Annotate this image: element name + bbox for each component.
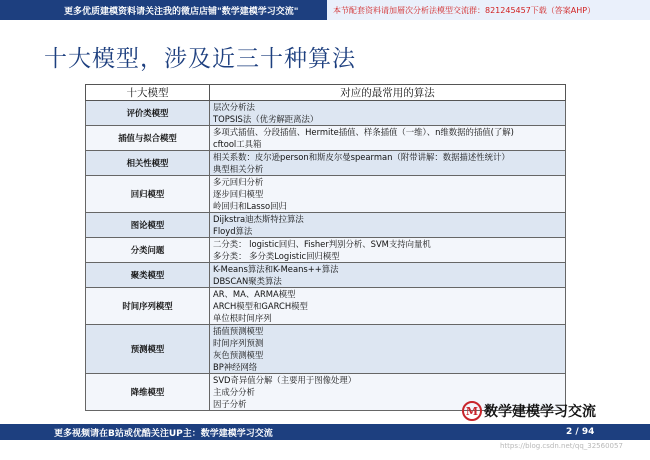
- table-row: [86, 288, 566, 325]
- table-row: [86, 176, 566, 213]
- algorithm-item: ARCH模型和GARCH模型: [213, 301, 308, 311]
- table-header-row: [86, 85, 566, 101]
- header-right-text: 本节配套资料请加層次分析法模型交流群：821245457下载（答案AHP）: [327, 0, 650, 20]
- footer-left-text: 更多视频请在B站或优酷关注UP主：数学建模学习交流: [54, 428, 273, 439]
- table-row: [86, 151, 566, 176]
- model-name: 回归模型: [86, 176, 210, 213]
- model-name: 图论模型: [86, 213, 210, 238]
- table-row: [86, 325, 566, 374]
- logo-text: 数学建模学习交流: [484, 404, 596, 420]
- header-model: 十大模型: [86, 85, 210, 101]
- algorithm-item: Dijkstra迪杰斯特拉算法: [213, 214, 304, 224]
- table-body: [86, 101, 566, 411]
- algorithm-item: DBSCAN聚类算法: [213, 276, 282, 286]
- model-name: 评价类模型: [86, 101, 210, 126]
- algorithm-item: 多元回归分析: [213, 177, 264, 187]
- algorithm-list: [210, 151, 566, 176]
- model-name: 相关性模型: [86, 151, 210, 176]
- table-row: [86, 238, 566, 263]
- page-number: 2 / 94: [566, 427, 595, 437]
- algorithm-list: [210, 238, 566, 263]
- algorithm-list: [210, 176, 566, 213]
- header-left-text: 更多优质建模资料请关注我的微店店铺"数学建模学习交流": [0, 0, 327, 20]
- algorithm-item: SVD奇异值分解（主要用于图像处理）: [213, 375, 357, 385]
- brand-logo: [462, 401, 596, 421]
- model-name: 聚类模型: [86, 263, 210, 288]
- algorithm-item: 相关系数：皮尔逊person和斯皮尔曼spearman（附带讲解：数据描述性统计）: [213, 152, 510, 162]
- algorithm-item: 逐步回归模型: [213, 189, 264, 199]
- algorithm-list: [210, 213, 566, 238]
- algorithm-item: 主成分分析: [213, 387, 255, 397]
- model-name: 降维模型: [86, 374, 210, 411]
- algorithm-list: [210, 126, 566, 151]
- watermark: https://blog.csdn.net/qq_32560057: [500, 442, 623, 450]
- algorithm-item: 二分类： logistic回归、Fisher判别分析、SVM支持向量机: [213, 239, 431, 249]
- algorithm-item: 多项式插值、分段插值、Hermite插值、样条插值（一维）、n维数据的插值(了解): [213, 127, 514, 137]
- algorithm-item: 单位根时间序列: [213, 313, 272, 323]
- table-row: [86, 101, 566, 126]
- algorithm-item: Floyd算法: [213, 226, 253, 236]
- algorithm-item: 岭回归和Lasso回归: [213, 201, 287, 211]
- algorithm-item: K-Means算法和K-Means++算法: [213, 264, 339, 274]
- table-row: [86, 126, 566, 151]
- algorithm-item: AR、MA、ARMA模型: [213, 289, 296, 299]
- algorithm-list: [210, 325, 566, 374]
- algorithm-list: [210, 263, 566, 288]
- algorithm-item: 因子分析: [213, 399, 247, 409]
- algorithm-item: 插值预测模型: [213, 326, 264, 336]
- algorithm-list: [210, 101, 566, 126]
- model-name: 时间序列模型: [86, 288, 210, 325]
- logo-m-icon: M: [462, 401, 482, 421]
- models-table-container: [85, 84, 566, 409]
- algorithm-item: 时间序列预测: [213, 338, 264, 348]
- top-banner: [0, 0, 650, 38]
- algorithm-item: TOPSIS法（优劣解距离法）: [213, 114, 319, 124]
- algorithm-item: cftool工具箱: [213, 139, 262, 149]
- page-title: 十大模型，涉及近三十种算法: [44, 46, 356, 72]
- model-name: 分类问题: [86, 238, 210, 263]
- table-row: [86, 263, 566, 288]
- bottom-banner: [0, 424, 650, 440]
- model-name: 预测模型: [86, 325, 210, 374]
- algorithm-item: 灰色预测模型: [213, 350, 264, 360]
- algorithm-item: BP神经网络: [213, 362, 258, 372]
- model-name: 插值与拟合模型: [86, 126, 210, 151]
- header-algorithms: 对应的最常用的算法: [210, 85, 566, 101]
- models-table: [85, 84, 566, 411]
- algorithm-item: 层次分析法: [213, 102, 255, 112]
- algorithm-list: [210, 288, 566, 325]
- algorithm-item: 典型相关分析: [213, 164, 264, 174]
- table-row: [86, 213, 566, 238]
- algorithm-item: 多分类： 多分类Logistic回归模型: [213, 251, 340, 261]
